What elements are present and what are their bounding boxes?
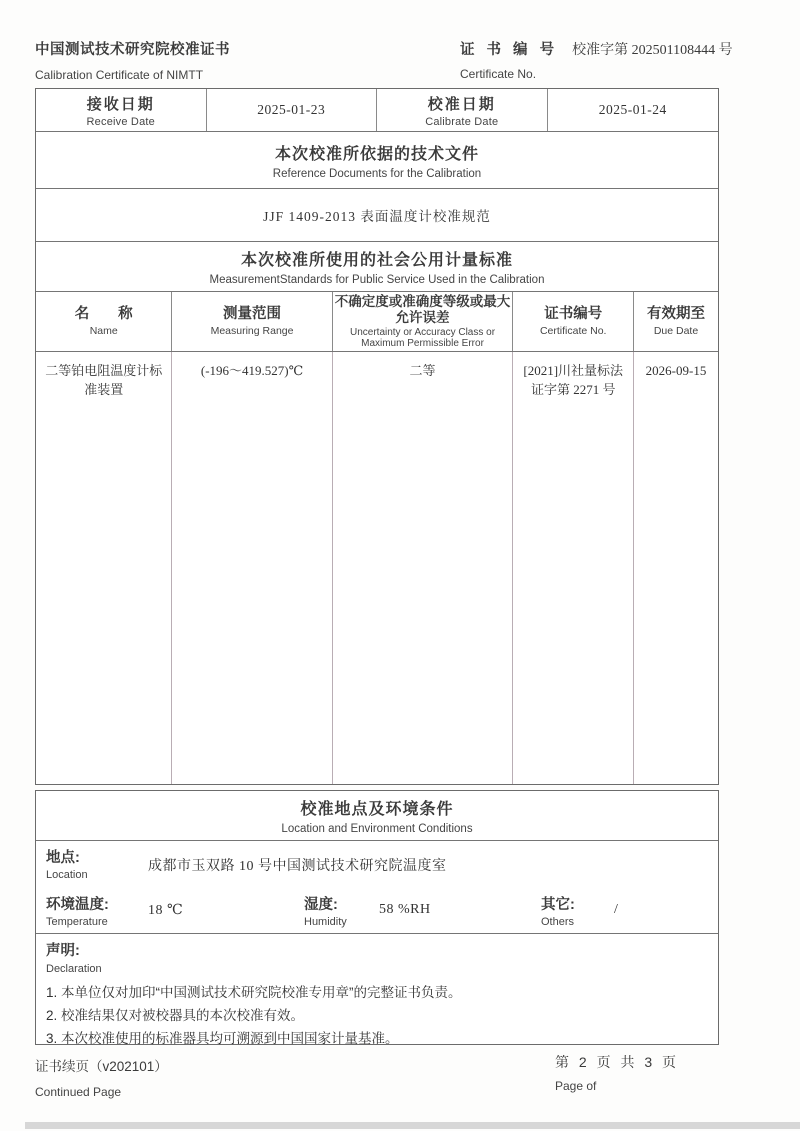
humidity-label-en: Humidity (304, 916, 347, 928)
receive-date-value: 2025-01-23 (257, 102, 326, 117)
footer-continued-cn: 证书续页（v202101） (35, 1059, 168, 1074)
reference-docs-header-cn: 本次校准所依据的技术文件 (274, 145, 479, 163)
certificate-number-block (460, 38, 733, 81)
humidity-label-cn: 湿度: (304, 897, 338, 913)
receive-date-value-cell (207, 89, 378, 131)
standards-data-row (36, 351, 718, 784)
receive-date-label-en: Receive Date (86, 115, 155, 128)
declaration-label-en: Declaration (46, 963, 102, 975)
column-header-certno-en: Certificate No. (539, 325, 607, 337)
calibration-table (35, 88, 719, 785)
calibrate-date-label-en: Calibrate Date (425, 115, 499, 128)
calibrate-date-value-cell (548, 89, 719, 131)
scan-edge-shadow (25, 1122, 800, 1129)
declaration-item-2: 2. 校准结果仅对被校器具的本次校准有效。 (46, 1008, 305, 1023)
reference-docs-header (36, 131, 718, 188)
column-header-name-cn: 名 称 (74, 306, 133, 322)
column-header-due (634, 292, 718, 351)
dates-row (36, 89, 718, 131)
others-label (541, 893, 575, 928)
column-header-name-en: Name (89, 325, 118, 337)
location-label-en: Location (46, 869, 88, 881)
column-header-uncertainty-cn: 不确定度或准确度等级或最大允许误差 (334, 293, 511, 325)
calibrate-date-value: 2025-01-24 (598, 102, 667, 117)
column-header-due-cn: 有效期至 (647, 306, 706, 322)
standards-header (36, 241, 718, 291)
column-header-range (172, 292, 332, 351)
location-environment-header (36, 791, 718, 841)
environment-row (36, 889, 718, 934)
column-header-range-en: Measuring Range (210, 325, 294, 337)
location-value: 成都市玉双路 10 号中国测试技术研究院温度室 (148, 859, 447, 874)
footer-continued-page (35, 1055, 168, 1099)
location-environment-header-en: Location and Environment Conditions (281, 823, 473, 835)
standard-certno-cell: [2021]川社量标法证字第 2271 号 (513, 352, 634, 784)
temperature-value: 18 ℃ (148, 903, 184, 918)
location-environment-box (35, 790, 719, 1045)
column-header-range-cn: 测量范围 (223, 306, 282, 322)
location-environment-header-cn: 校准地点及环境条件 (300, 801, 454, 818)
footer-page-number (555, 1052, 679, 1093)
others-label-en: Others (541, 916, 575, 928)
location-row (36, 841, 718, 889)
standard-name-cell: 二等铂电阻温度计标准装置 (36, 352, 172, 784)
humidity-value: 58 %RH (379, 902, 431, 917)
column-header-certno (513, 292, 634, 351)
column-header-due-en: Due Date (653, 325, 699, 337)
location-label-cn: 地点: (46, 850, 80, 866)
column-header-certno-cn: 证书编号 (544, 306, 603, 322)
standard-uncertainty-cell: 二等 (333, 352, 514, 784)
footer-page-number-cn: 第 2 页 共 3 页 (555, 1054, 680, 1070)
footer-continued-en: Continued Page (35, 1085, 122, 1099)
calibrate-date-label-cn: 校准日期 (427, 95, 496, 113)
declaration-item-1: 1. 本单位仅对加印“中国测试技术研究院校准专用章”的完整证书负责。 (46, 985, 462, 1000)
temperature-label-cn: 环境温度: (46, 897, 109, 913)
standards-header-cn: 本次校准所使用的社会公用计量标准 (240, 252, 513, 269)
certificate-number-label-en: Certificate No. (460, 67, 537, 81)
declaration-items (46, 981, 708, 1050)
receive-date-label-cn: 接收日期 (86, 95, 155, 113)
column-header-name (36, 292, 172, 351)
declaration-item-3: 3. 本次校准使用的标准器具均可溯源到中国国家计量基准。 (46, 1031, 399, 1046)
standards-column-header-row (36, 291, 718, 351)
column-header-uncertainty-en: Uncertainty or Accuracy Class or Maximum Permissible Error (349, 326, 496, 349)
reference-docs-value: JJF 1409-2013 表面温度计校准规范 (263, 209, 491, 224)
location-label (46, 846, 88, 881)
reference-docs-header-en: Reference Documents for the Calibration (272, 167, 482, 180)
others-label-cn: 其它: (541, 897, 575, 913)
declaration-label-cn: 声明: (46, 943, 80, 959)
temperature-label-en: Temperature (46, 916, 108, 928)
temperature-label (46, 893, 109, 928)
document-title-cn: 中国测试技术研究院校准证书 (35, 42, 230, 58)
document-title-block (35, 38, 230, 82)
footer-page-number-en: Page of (555, 1079, 597, 1093)
reference-docs-value-row (36, 188, 718, 241)
certificate-number-label-cn: 证 书 编 号 (460, 42, 559, 58)
receive-date-label-cell (36, 89, 207, 131)
others-value: / (614, 902, 619, 917)
column-header-uncertainty (333, 292, 514, 351)
declaration-section (36, 934, 718, 1050)
calibrate-date-label-cell (377, 89, 548, 131)
document-title-en: Calibration Certificate of NIMTT (35, 68, 204, 82)
humidity-label (304, 893, 347, 928)
standards-header-en: MeasurementStandards for Public Service Used in the Calibration (209, 274, 545, 286)
standard-due-cell: 2026-09-15 (645, 363, 707, 378)
certificate-number-value: 校准字第 202501108444 号 (572, 43, 733, 58)
standard-range-cell: (-196～419.527)℃ (172, 352, 332, 784)
